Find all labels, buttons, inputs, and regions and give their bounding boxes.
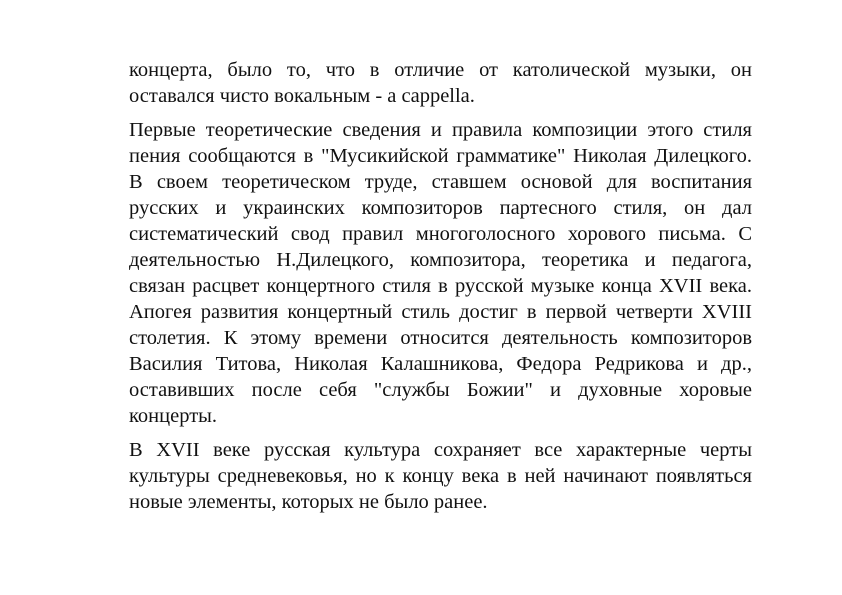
document-body: [129, 57, 752, 523]
paragraph-xvii-century-culture: В XVII веке русская культура сохраняет все характерные черты культуры средневековья, но к концу века в ней начинают появляться новые элементы, которых не было ранее.: [129, 439, 752, 513]
paragraph-concert-vocal: концерта, было то, что в отличие от католической музыки, он оставался чисто вокальным - a cappella.: [129, 59, 752, 107]
paragraph-diletsky-grammar: Первые теоретические сведения и правила композиции этого стиля пения сообщаются в "Мусикийской грамматике" Николая Дилецкого. В своем теоретическом труде, ставшем основой для воспитания русских и украинских композиторов партесного стиля, он дал систематический свод правил многоголосного хорового письма. С деятельностью Н.Дилецкого, композитора, теоретика и педагога, связан расцвет концертного стиля в русской музыке конца XVII века. Апогея развития концертный стиль достиг в первой четверти XVIII столетия. К этому времени относится деятельность композиторов Василия Титова, Николая Калашникова, Федора Редрикова и др., оставивших после себя "службы Божии" и духовные хоровые концерты.: [129, 119, 752, 427]
